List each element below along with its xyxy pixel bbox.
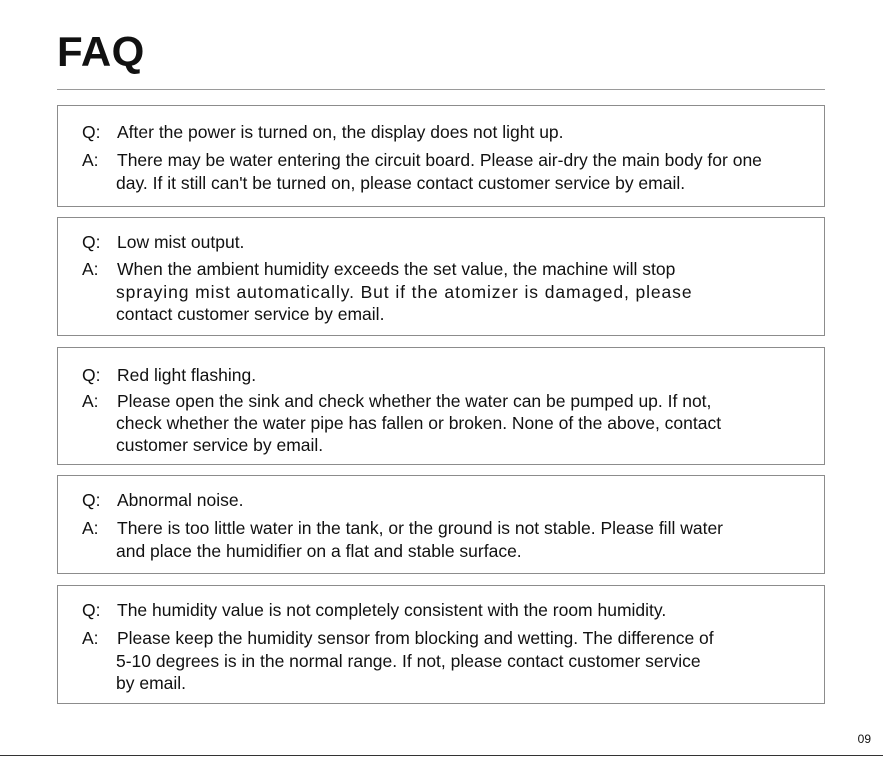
faq-item-noise xyxy=(57,475,825,574)
faq-question xyxy=(82,121,820,144)
answer-prefix: A: xyxy=(82,150,99,170)
page-title: FAQ xyxy=(57,28,145,75)
faq-item-power-display xyxy=(57,105,825,207)
answer-text: When the ambient humidity exceeds the set value, the machine will stop xyxy=(117,259,676,279)
page-number: 09 xyxy=(857,732,871,746)
faq-item-humidity-value xyxy=(57,585,825,704)
question-prefix: Q: xyxy=(82,365,101,385)
answer-prefix: A: xyxy=(82,518,99,538)
question-text: The humidity value is not completely consistent with the room humidity. xyxy=(117,600,667,620)
question-prefix: Q: xyxy=(82,600,101,620)
answer-text: Please keep the humidity sensor from blocking and wetting. The difference of xyxy=(117,628,714,648)
footer-divider xyxy=(0,755,883,756)
title-divider xyxy=(57,89,825,90)
answer-continuation: by email. xyxy=(116,673,187,693)
question-text: Red light flashing. xyxy=(117,365,257,385)
answer-text: Please open the sink and check whether the water can be pumped up. If not, xyxy=(117,391,712,411)
answer-continuation: 5-10 degrees is in the normal range. If not, please contact customer service xyxy=(116,651,701,671)
faq-answer xyxy=(82,258,820,281)
question-text: Abnormal noise. xyxy=(117,490,244,510)
faq-answer xyxy=(82,390,820,413)
faq-item-red-light xyxy=(57,347,825,465)
answer-prefix: A: xyxy=(82,628,99,648)
question-text: After the power is turned on, the display does not light up. xyxy=(117,122,564,142)
question-text: Low mist output. xyxy=(117,232,245,252)
answer-prefix: A: xyxy=(82,259,99,279)
faq-question xyxy=(82,599,820,622)
faq-question xyxy=(82,489,820,512)
answer-continuation: spraying mist automatically. But if the atomizer is damaged, please xyxy=(116,282,693,302)
faq-answer xyxy=(82,149,820,172)
answer-continuation: and place the humidifier on a flat and stable surface. xyxy=(116,541,522,561)
question-prefix: Q: xyxy=(82,232,101,252)
answer-text: There may be water entering the circuit board. Please air-dry the main body for one xyxy=(117,150,762,170)
answer-continuation: customer service by email. xyxy=(116,435,324,455)
answer-prefix: A: xyxy=(82,391,99,411)
answer-continuation: day. If it still can't be turned on, please contact customer service by email. xyxy=(116,173,686,193)
answer-continuation: check whether the water pipe has fallen or broken. None of the above, contact xyxy=(116,413,722,433)
faq-question xyxy=(82,231,820,254)
faq-question xyxy=(82,364,820,387)
answer-text: There is too little water in the tank, or the ground is not stable. Please fill water xyxy=(117,518,724,538)
faq-answer xyxy=(82,517,820,540)
faq-item-low-mist xyxy=(57,217,825,336)
question-prefix: Q: xyxy=(82,122,101,142)
answer-continuation: contact customer service by email. xyxy=(116,304,385,324)
question-prefix: Q: xyxy=(82,490,101,510)
faq-answer xyxy=(82,627,820,650)
